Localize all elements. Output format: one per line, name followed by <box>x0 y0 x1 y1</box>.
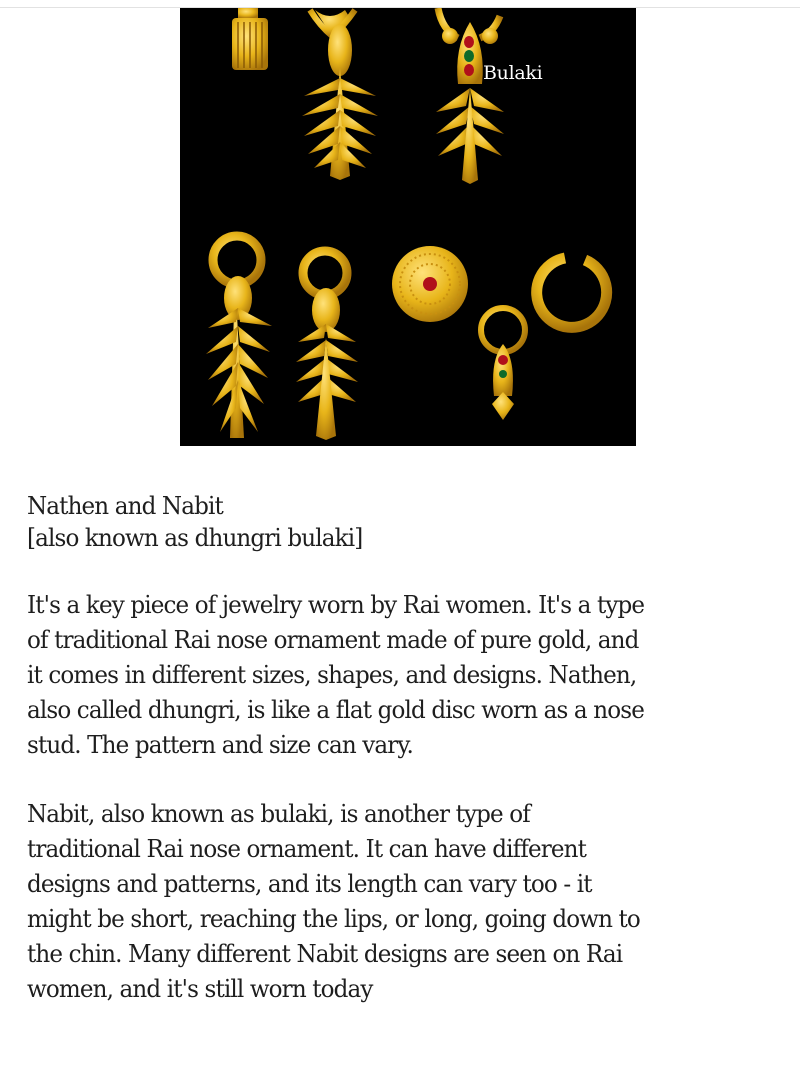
paragraph-nabit <box>27 797 777 1007</box>
paragraph-line: It's a key piece of jewelry worn by Rai women. It's a type <box>27 591 645 619</box>
dhungri-disc-icon <box>392 246 468 322</box>
article-heading: Nathen and Nabit <box>27 492 223 520</box>
tassel-pendant-icon <box>232 8 268 70</box>
paragraph-line: also called dhungri, is like a flat gold disc worn as a nose <box>27 696 644 724</box>
bulaki-label: Bulaki <box>483 62 543 84</box>
paragraph-line: traditional Rai nose ornament. It can have different <box>27 835 587 863</box>
spiky-nathen-ring-icon <box>206 236 272 438</box>
small-bulaki-ring-icon <box>481 308 525 420</box>
leafy-nathen-ring-icon <box>296 251 358 440</box>
paragraph-line: of traditional Rai nose ornament made of pure gold, and <box>27 626 639 654</box>
gold-hoop-ring-icon <box>537 258 607 327</box>
paragraph-nathen <box>27 588 777 763</box>
paragraph-line: Nabit, also known as bulaki, is another type of <box>27 800 530 828</box>
gold-ornaments-illustration <box>180 8 636 446</box>
paragraph-line: designs and patterns, and its length can vary too - it <box>27 870 592 898</box>
paragraph-line: women, and it's still worn today <box>27 975 373 1003</box>
paragraph-line: the chin. Many different Nabit designs are seen on Rai <box>27 940 623 968</box>
jewelry-photo <box>180 8 636 446</box>
article-subheading: [also known as dhungri bulaki] <box>27 524 363 552</box>
paragraph-line: stud. The pattern and size can vary. <box>27 731 413 759</box>
spiky-nabit-pendant-icon <box>302 10 378 180</box>
bulaki-pendant-icon <box>436 8 504 184</box>
paragraph-line: it comes in different sizes, shapes, and designs. Nathen, <box>27 661 637 689</box>
article-body <box>27 490 777 1007</box>
top-divider <box>0 0 800 8</box>
paragraph-line: might be short, reaching the lips, or long, going down to <box>27 905 640 933</box>
